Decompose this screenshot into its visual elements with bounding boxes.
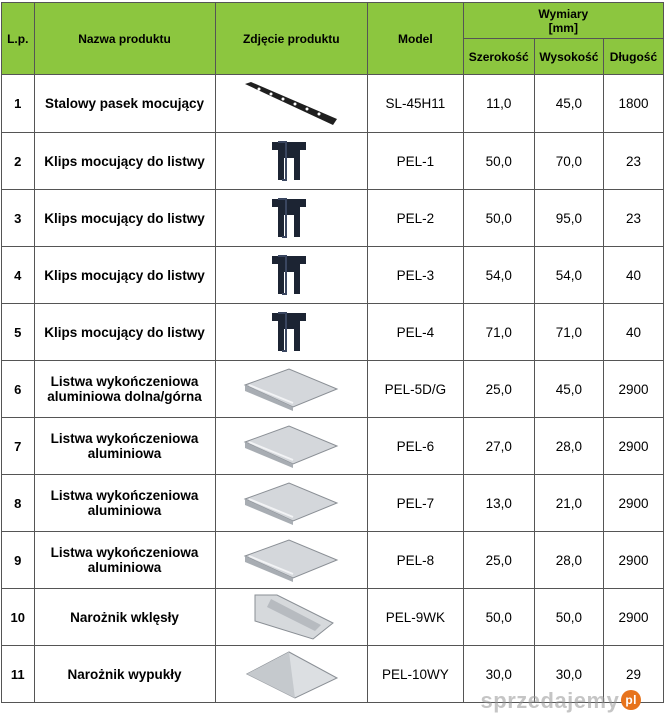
row-model: PEL-2 [368,190,464,247]
row-product-name: Klips mocujący do listwy [34,247,215,304]
row-length: 2900 [603,418,663,475]
row-model: PEL-1 [368,133,464,190]
row-lp: 2 [2,133,35,190]
aluminium-profile-icon [216,536,368,584]
row-width: 27,0 [463,418,534,475]
aluminium-profile-icon [216,479,368,527]
table-row [2,190,664,247]
row-product-name: Listwa wykończeniowa aluminiowa [34,418,215,475]
row-height: 21,0 [534,475,603,532]
row-height: 70,0 [534,133,603,190]
row-lp: 7 [2,418,35,475]
row-width: 11,0 [463,75,534,133]
row-width: 54,0 [463,247,534,304]
table-row [2,247,664,304]
row-lp: 5 [2,304,35,361]
row-model: PEL-9WK [368,589,464,646]
table-row [2,361,664,418]
row-height: 71,0 [534,304,603,361]
clip-icon [216,136,368,186]
header-model: Model [368,3,464,75]
row-model: SL-45H11 [368,75,464,133]
row-length: 2900 [603,589,663,646]
header-height: Wysokość [534,39,603,75]
row-product-photo [215,247,368,304]
row-lp: 8 [2,475,35,532]
row-height: 50,0 [534,589,603,646]
row-model: PEL-10WY [368,646,464,703]
table-row [2,75,664,133]
row-product-photo [215,532,368,589]
row-length: 29 [603,646,663,703]
outer-corner-icon [216,648,368,700]
row-length: 2900 [603,361,663,418]
row-product-photo [215,304,368,361]
row-product-name: Klips mocujący do listwy [34,190,215,247]
row-height: 54,0 [534,247,603,304]
row-lp: 4 [2,247,35,304]
clip-icon [216,250,368,300]
row-height: 45,0 [534,75,603,133]
inner-corner-icon [216,591,368,643]
row-product-name: Stalowy pasek mocujący [34,75,215,133]
row-model: PEL-8 [368,532,464,589]
row-product-name: Listwa wykończeniowa aluminiowa dolna/górna [34,361,215,418]
row-length: 40 [603,304,663,361]
aluminium-profile-icon [216,422,368,470]
watermark-text: sprzedajemy [480,688,620,713]
table-row [2,532,664,589]
header-width: Szerokość [463,39,534,75]
row-product-name: Listwa wykończeniowa aluminiowa [34,532,215,589]
row-width: 13,0 [463,475,534,532]
row-model: PEL-4 [368,304,464,361]
watermark-suffix: pl [621,690,641,710]
clip-icon [216,307,368,357]
product-table [1,2,664,703]
row-lp: 1 [2,75,35,133]
row-lp: 9 [2,532,35,589]
row-width: 50,0 [463,133,534,190]
header-product-photo: Zdjęcie produktu [215,3,368,75]
header-length: Długość [603,39,663,75]
table-row [2,304,664,361]
perforated-strap-icon [216,79,368,129]
row-product-photo [215,133,368,190]
watermark [481,688,641,714]
row-product-photo [215,589,368,646]
row-model: PEL-6 [368,418,464,475]
row-product-photo [215,361,368,418]
row-length: 1800 [603,75,663,133]
row-model: PEL-3 [368,247,464,304]
row-height: 28,0 [534,532,603,589]
table-row [2,418,664,475]
aluminium-profile-icon [216,365,368,413]
row-lp: 6 [2,361,35,418]
header-dimensions [463,3,663,39]
row-product-name: Klips mocujący do listwy [34,304,215,361]
header-product-name: Nazwa produktu [34,3,215,75]
row-length: 2900 [603,532,663,589]
row-lp: 11 [2,646,35,703]
row-product-photo [215,75,368,133]
row-width: 25,0 [463,532,534,589]
row-product-photo [215,190,368,247]
row-lp: 10 [2,589,35,646]
row-width: 30,0 [463,646,534,703]
row-product-photo [215,646,368,703]
row-length: 23 [603,133,663,190]
row-width: 71,0 [463,304,534,361]
table-row [2,589,664,646]
row-product-name: Narożnik wypukły [34,646,215,703]
row-height: 95,0 [534,190,603,247]
row-height: 45,0 [534,361,603,418]
row-product-name: Narożnik wklęsły [34,589,215,646]
row-model: PEL-7 [368,475,464,532]
clip-icon [216,193,368,243]
table-row [2,133,664,190]
row-product-photo [215,475,368,532]
row-width: 25,0 [463,361,534,418]
row-product-photo [215,418,368,475]
row-lp: 3 [2,190,35,247]
header-lp: L.p. [2,3,35,75]
row-product-name: Klips mocujący do listwy [34,133,215,190]
row-length: 2900 [603,475,663,532]
header-dimensions-label: Wymiary [538,6,589,21]
row-height: 30,0 [534,646,603,703]
row-length: 23 [603,190,663,247]
row-width: 50,0 [463,190,534,247]
row-length: 40 [603,247,663,304]
row-product-name: Listwa wykończeniowa aluminiowa [34,475,215,532]
row-height: 28,0 [534,418,603,475]
row-width: 50,0 [463,589,534,646]
row-model: PEL-5D/G [368,361,464,418]
table-row [2,475,664,532]
header-dimensions-unit: [mm] [548,20,578,35]
